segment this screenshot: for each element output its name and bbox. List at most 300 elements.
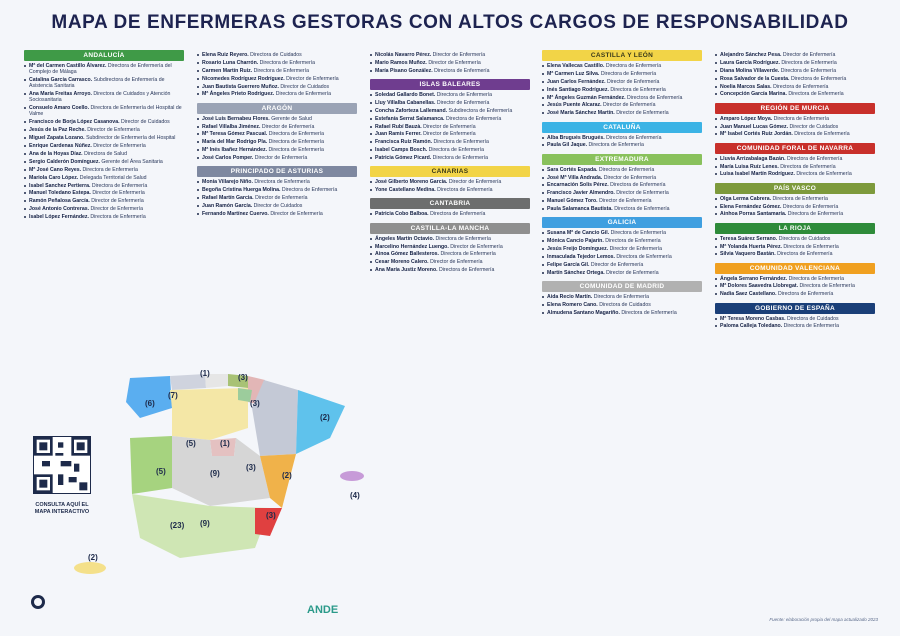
person-name: Fernando Martínez Cuervo. (202, 210, 271, 217)
people-list (715, 116, 875, 138)
person-name: Soledad Gallardo Bonet. (375, 91, 437, 98)
list-item (715, 124, 875, 130)
region-count-label: (9) (210, 469, 220, 478)
region-count-label: (4) (350, 491, 360, 500)
person-name: María Pisano González. (375, 67, 435, 74)
person-role: Gerente de Salud (271, 115, 312, 122)
list-item (370, 52, 530, 58)
person-name: Juan Ramis Ferrer. (375, 131, 424, 138)
person-name: Sergio Calderón Domínguez. (29, 158, 102, 165)
person-name: Estefanía Serrat Salamanca. (375, 115, 446, 122)
people-list (542, 230, 702, 276)
region-heading: GOBIERNO DE ESPAÑA (715, 303, 875, 314)
person-role: Directora de Enfermería (605, 63, 662, 69)
person-name: Rafael Villalba Jiménez. (202, 123, 262, 130)
list-item (715, 171, 875, 177)
person-role: Directora de Enfermería (786, 155, 843, 162)
list-item (542, 270, 702, 276)
list-item (370, 179, 530, 185)
person-role: Directora de Enfermería (777, 291, 834, 298)
person-name: Francisca Ruiz Ramón. (375, 139, 434, 146)
list-item (542, 135, 702, 141)
person-role: Subdirectora de Enfermería de Asistencia Sanitaria (29, 77, 165, 90)
person-role: Directora de Enfermería (254, 179, 310, 186)
person-name: Alba Brugués Brugués. (547, 134, 607, 141)
person-role: Directora de Cuidados (778, 235, 831, 242)
person-role: Directora de Enfermería (773, 83, 829, 90)
region-count-label: (3) (246, 463, 256, 472)
person-role: Directora de Enfermería (782, 203, 839, 210)
person-role: Directora de Cuidados y Atención Sociosanitaria (29, 91, 171, 104)
region-block (370, 223, 530, 274)
list-item (370, 92, 530, 98)
person-name: Manuel Gómez Toro. (547, 198, 600, 205)
person-name: Ángela Serrano Fernández. (720, 275, 789, 282)
person-name: Paula Gil Jaque. (547, 142, 589, 149)
region-count-label: (3) (250, 399, 260, 408)
person-name: Almudena Santano Magariño. (547, 309, 622, 316)
region-heading: PRINCIPADO DE ASTURIAS (197, 166, 357, 177)
person-name: Rafael Rubí Bauzà. (375, 123, 424, 130)
list-item (197, 187, 357, 193)
person-name: Olga Lerma Cabrera. (720, 195, 773, 202)
person-name: Martín Sánchez Ortega. (547, 269, 607, 276)
spain-map[interactable] (60, 358, 380, 588)
person-name: Manuel Toledano Estepa. (29, 190, 93, 197)
person-name: Paula Salamanca Bautista. (547, 206, 615, 213)
person-role: Director de Enfermería (616, 110, 669, 117)
person-role: Directora de Enfermería (435, 235, 491, 242)
list-item (542, 87, 702, 93)
person-name: Nadia Saez Castellano. (720, 291, 778, 298)
list-item (542, 71, 702, 77)
region-block (370, 52, 530, 74)
people-list (370, 52, 530, 74)
list-item (715, 316, 875, 322)
person-name: Miguel Zapata Lozano. (29, 135, 87, 142)
region-heading: CASTILLA-LA MANCHA (370, 223, 530, 234)
person-role: Directora de Enfermería del Hospital de Valme (29, 105, 182, 118)
region-heading: REGIÓN DE MURCIA (715, 103, 875, 114)
person-name: Ainoa Gómez Ballesteros. (375, 251, 441, 258)
region-block (197, 166, 357, 217)
person-role: Directora de Enfermería (780, 163, 836, 170)
person-role: Directora de Salud (84, 150, 128, 157)
person-name: Mª Ángeles Prieto Rodríguez. (202, 91, 276, 98)
person-role: Directora de Enfermería (605, 238, 661, 245)
region-count-label: (2) (88, 553, 98, 562)
region-canarias (74, 562, 106, 574)
person-role: Director de Enfermería (436, 99, 490, 106)
list-item (24, 183, 184, 189)
region-block (24, 50, 184, 220)
person-role: Director de Enfermería (92, 190, 145, 197)
person-role: Directora de Enfermería (781, 59, 837, 66)
person-name: Paloma Calleja Toledano. (720, 323, 784, 330)
person-role: Director de Enfermería (270, 210, 323, 217)
people-list (715, 156, 875, 178)
list-item (24, 135, 184, 141)
person-role: Directora de Enfermería (268, 139, 324, 146)
region-heading: EXTREMADURA (542, 154, 702, 165)
person-role: Directora de Enfermería (439, 267, 495, 274)
region-block (715, 52, 875, 98)
region-heading: ARAGÓN (197, 103, 357, 114)
list-item (370, 100, 530, 106)
list-item (197, 179, 357, 185)
person-name: Mario Ramos Muñoz. (375, 59, 429, 66)
list-item (197, 155, 357, 161)
region-block (715, 303, 875, 330)
person-role: Director de Cuidados (280, 83, 330, 90)
region-heading: CASTILLA Y LEÓN (542, 50, 702, 61)
person-role: Director de Enfermería (428, 59, 481, 66)
person-role: Directora de Enfermería (788, 91, 844, 98)
person-role: Director de Cuidados (789, 123, 839, 130)
list-item (197, 68, 357, 74)
person-name: Isabel Camps Bosch. (375, 147, 429, 154)
column-4 (542, 50, 702, 321)
region-count-label: (5) (156, 467, 166, 476)
list-item (542, 230, 702, 236)
list-item (370, 236, 530, 242)
list-item (197, 147, 357, 153)
person-role: Directora de Enfermería (783, 323, 839, 330)
list-item (715, 211, 875, 217)
person-role: Directora de Enfermería (90, 214, 146, 221)
list-item (197, 124, 357, 130)
person-name: Mariola Caro López. (29, 174, 80, 181)
list-item (370, 139, 530, 145)
list-item (197, 131, 357, 137)
list-item (24, 119, 184, 125)
list-item (542, 95, 702, 101)
list-item (370, 187, 530, 193)
person-name: Ramón Peñalosa García. (29, 198, 92, 205)
person-role: Directora de Enfermería (430, 211, 486, 218)
list-item (370, 267, 530, 273)
list-item (715, 244, 875, 250)
list-item (197, 76, 357, 82)
list-item (715, 76, 875, 82)
person-role: Director de Enfermería (90, 206, 143, 213)
person-role: Directora de Enfermería (445, 115, 502, 122)
list-item (370, 60, 530, 66)
region-heading: COMUNIDAD FORAL DE NAVARRA (715, 143, 875, 154)
person-name: Elena Fernández Gómez. (720, 203, 783, 210)
region-block (715, 103, 875, 138)
column-1 (24, 50, 184, 225)
list-item (715, 251, 875, 257)
person-role: Director de Enfermería (616, 190, 669, 197)
list-item (24, 91, 184, 103)
list-item (370, 147, 530, 153)
people-list (715, 276, 875, 298)
person-role: Director de Enfermería (782, 52, 836, 58)
qr-block[interactable] (33, 436, 91, 516)
person-name: Inés Santiago Rodríguez. (547, 86, 611, 93)
list-item (715, 196, 875, 202)
person-role: Director de Enfermería (450, 243, 503, 250)
person-role: Director de Enfermería (590, 261, 644, 268)
people-list (715, 236, 875, 258)
list-item (197, 139, 357, 145)
person-name: Enrique Cardenas Núñez. (29, 143, 94, 150)
person-role: Directora de Enfermería (91, 182, 148, 189)
person-role: Director de Enfermería (286, 75, 339, 82)
person-role: Director de Enfermería (609, 246, 663, 253)
people-list (715, 196, 875, 218)
person-role: Directora de Enfermería (610, 230, 666, 237)
list-item (715, 68, 875, 74)
person-role: Directora de Enfermería (275, 91, 332, 98)
region-count-label: (23) (170, 521, 185, 530)
list-item (542, 246, 702, 252)
person-name: Francisco de Borja López Casanova. (29, 119, 121, 126)
region-block (715, 263, 875, 298)
person-name: José María Sánchez Martín. (547, 110, 617, 117)
person-role: Directora de Enfermería (616, 253, 672, 260)
people-list (715, 316, 875, 330)
person-role: Directora de Cuidados (599, 301, 651, 308)
person-role: Directora de Enfermería (790, 75, 847, 82)
person-name: Laura García Rodríguez. (720, 59, 782, 66)
region-block (715, 183, 875, 218)
list-item (715, 131, 875, 137)
person-role: Directora de Cuidados (786, 315, 839, 322)
list-item (542, 79, 702, 85)
person-name: Catalina García Carrasco. (29, 77, 94, 84)
list-item (197, 211, 357, 217)
person-name: María Luisa Ruíz Lenes. (720, 163, 781, 170)
person-role: Directora de Enfermería (593, 293, 650, 300)
list-item (197, 60, 357, 66)
list-item (370, 108, 530, 114)
person-name: Susana Mª de Cancio Gil. (547, 230, 611, 237)
region-count-label: (1) (200, 369, 210, 378)
list-item (542, 63, 702, 69)
list-item (24, 151, 184, 157)
region-galicia (126, 376, 172, 418)
region-cataluna (296, 390, 345, 454)
person-role: Directora de Enfermería (440, 251, 496, 258)
person-name: Inmaculada Tejedor Lemos. (547, 253, 617, 260)
list-item (542, 102, 702, 108)
person-name: Ana María Freitas Arroyo. (29, 91, 94, 98)
person-role: Director de Enfermería (603, 102, 656, 109)
person-role: Directora de Enfermería (788, 275, 844, 282)
person-name: Yone Castellano Medina. (375, 187, 438, 194)
list-item (715, 52, 875, 58)
person-name: Luisa Isabel Martín Rodríguez. (720, 171, 797, 178)
list-item (24, 159, 184, 165)
person-name: José Gilberto Moreno García. (375, 179, 449, 186)
list-item (370, 259, 530, 265)
person-name: Juan Manuel Lucas Gómez. (720, 123, 790, 130)
person-role: Directora de Enfermería (598, 166, 655, 173)
column-3 (370, 50, 530, 278)
list-item (542, 167, 702, 173)
person-name: Aida Recio Martín. (547, 293, 594, 300)
person-name: Patricia Cobo Balboa. (375, 211, 431, 218)
list-item (715, 84, 875, 90)
person-role: Directora de Enfermería (777, 251, 833, 258)
person-name: Rafael Martín Garcia. (202, 195, 256, 202)
region-block (715, 143, 875, 178)
person-name: Consuelo Amaro Coello. (29, 105, 91, 112)
person-name: Mª Inés Ibañez Hernández. (202, 147, 269, 154)
person-name: Isabel Sanchez Pertierra. (29, 182, 92, 189)
person-role: Director de Enfermería (599, 198, 652, 205)
region-count-label: (3) (238, 373, 248, 382)
person-name: Rosario Luna Charrón. (202, 59, 260, 66)
person-name: Mª Teresa Moreno Casbas. (720, 315, 787, 322)
ande-logo-text: ANDE (307, 604, 339, 616)
person-name: Carmen Martín Ruiz. (202, 67, 254, 74)
region-heading: CANTABRIA (370, 198, 530, 209)
region-block (197, 103, 357, 162)
region-block (197, 52, 357, 98)
person-role: Director de Enfermería (423, 123, 476, 130)
region-block (542, 217, 702, 276)
person-role: Director de Cuidados (120, 119, 170, 126)
person-name: Noelia Marcos Salas. (720, 83, 774, 90)
person-name: Juan Carlos Fernández. (547, 78, 607, 85)
list-item (542, 254, 702, 260)
person-name: Diana Molina Villaverde. (720, 67, 781, 74)
list-item (542, 302, 702, 308)
list-item (197, 91, 357, 97)
person-name: Nicolás Navarro Pérez. (375, 52, 433, 58)
person-role: Directora de Enfermería (437, 187, 493, 194)
person-role: Director de Enfermería (448, 179, 502, 186)
person-role: Director de Enfermería (432, 52, 486, 58)
person-name: José Carlos Pomper. (202, 155, 255, 162)
person-name: Sara Cortés Espada. (547, 166, 599, 173)
list-item (370, 155, 530, 161)
list-item (715, 164, 875, 170)
person-name: José Luis Bernabeu Flores. (202, 115, 272, 122)
region-heading: LA RIOJA (715, 223, 875, 234)
region-heading: ANDALUCÍA (24, 50, 184, 61)
list-item (370, 116, 530, 122)
list-item (24, 77, 184, 89)
qr-code-icon[interactable] (33, 436, 91, 494)
person-role: Directora de Enfermería (610, 182, 666, 189)
ande-logo (307, 600, 338, 618)
list-item (197, 203, 357, 209)
region-heading: COMUNIDAD DE MADRID (542, 281, 702, 292)
person-role: Directora de Enfermería (772, 195, 828, 202)
person-name: Mª Ángeles Guzmán Fernández. (547, 94, 628, 101)
person-role: Directora de Enfermería (780, 67, 837, 74)
region-heading: COMUNIDAD VALENCIANA (715, 263, 875, 274)
region-count-label: (3) (266, 511, 276, 520)
person-role: Director de Enfermería (423, 131, 476, 138)
people-list (197, 179, 357, 217)
list-item (370, 124, 530, 130)
list-item (715, 156, 875, 162)
list-item (24, 167, 184, 173)
person-name: Silvia Vaquero Bastán. (720, 251, 778, 258)
list-item (542, 206, 702, 212)
list-item (370, 211, 530, 217)
people-list (370, 211, 530, 217)
region-block (370, 198, 530, 217)
person-name: Lluy Villalba Cabanellas. (375, 99, 437, 106)
region-castilla-leon (170, 388, 248, 440)
person-role: Director de Enfermería (255, 195, 308, 202)
person-name: Elena Vallecas Castillo. (547, 63, 606, 69)
region-baleares (340, 471, 364, 481)
region-count-label: (2) (282, 471, 292, 480)
list-item (24, 198, 184, 204)
person-name: Ana de la Hoyas Díaz. (29, 150, 85, 157)
region-count-label: (9) (200, 519, 210, 528)
person-role: Directora de Enfermería (436, 91, 493, 98)
person-role: Subdirectora de Enfermería (448, 107, 513, 114)
person-name: Ainhoa Porras Santamaría. (720, 211, 788, 218)
person-name: Francisco Javier Almendro. (547, 190, 617, 197)
list-item (24, 190, 184, 196)
consejo-logo (30, 594, 70, 615)
person-role: Director de Enfermería (603, 174, 657, 181)
list-item (24, 63, 184, 75)
list-item (24, 105, 184, 117)
column-2 (197, 50, 357, 222)
person-name: Encarnación Solís Pérez. (547, 182, 611, 189)
person-name: Mª Carmen Luz Silva. (547, 70, 601, 77)
person-role: Directora de Enfermería (610, 86, 666, 93)
person-name: Felipe García Gil. (547, 261, 591, 268)
person-role: Directora de Enfermería (794, 131, 850, 138)
person-name: Isabel López Fernández. (29, 214, 91, 221)
person-role: Directora de Enfermería (588, 142, 644, 149)
region-block (715, 223, 875, 258)
list-item (197, 116, 357, 122)
poster-title: MAPA DE ENFERMERAS GESTORAS CON ALTOS CARGOS DE RESPONSABILIDAD (51, 12, 849, 33)
list-item (715, 91, 875, 97)
people-list (370, 92, 530, 161)
list-item (715, 283, 875, 289)
person-role: Director de Enfermería (606, 269, 659, 276)
region-heading: CANARIAS (370, 166, 530, 177)
person-role: Directora de Enfermería (268, 131, 325, 138)
person-role: Directora de Enfermería (606, 134, 662, 141)
person-role: Directora de Enfermería (268, 147, 324, 154)
person-name: Begoña Cristina Huerga Molina. (202, 187, 282, 194)
region-block (542, 281, 702, 316)
person-name: Concepción García Marina. (720, 91, 789, 98)
people-list (370, 236, 530, 274)
person-role: Directora de Enfermería (432, 155, 489, 162)
list-item (542, 142, 702, 148)
person-role: Directora de Enfermería (428, 147, 484, 154)
people-list (370, 179, 530, 193)
person-role: Director de Enfermería (87, 127, 140, 134)
region-extremadura (130, 436, 172, 494)
person-role: Directora de Enfermería (621, 309, 677, 316)
list-item (715, 276, 875, 282)
person-name: Elena Ruiz Reyero. (202, 52, 251, 58)
person-name: Teresa Suárez Serrano. (720, 235, 779, 242)
people-list (197, 116, 357, 162)
person-name: Mª Yolanda Huerta Pérez. (720, 243, 784, 250)
region-block (542, 50, 702, 117)
region-block (542, 122, 702, 149)
person-name: Mª Dolores Saavedra Llobregat. (720, 283, 800, 290)
region-count-label: (1) (220, 439, 230, 448)
